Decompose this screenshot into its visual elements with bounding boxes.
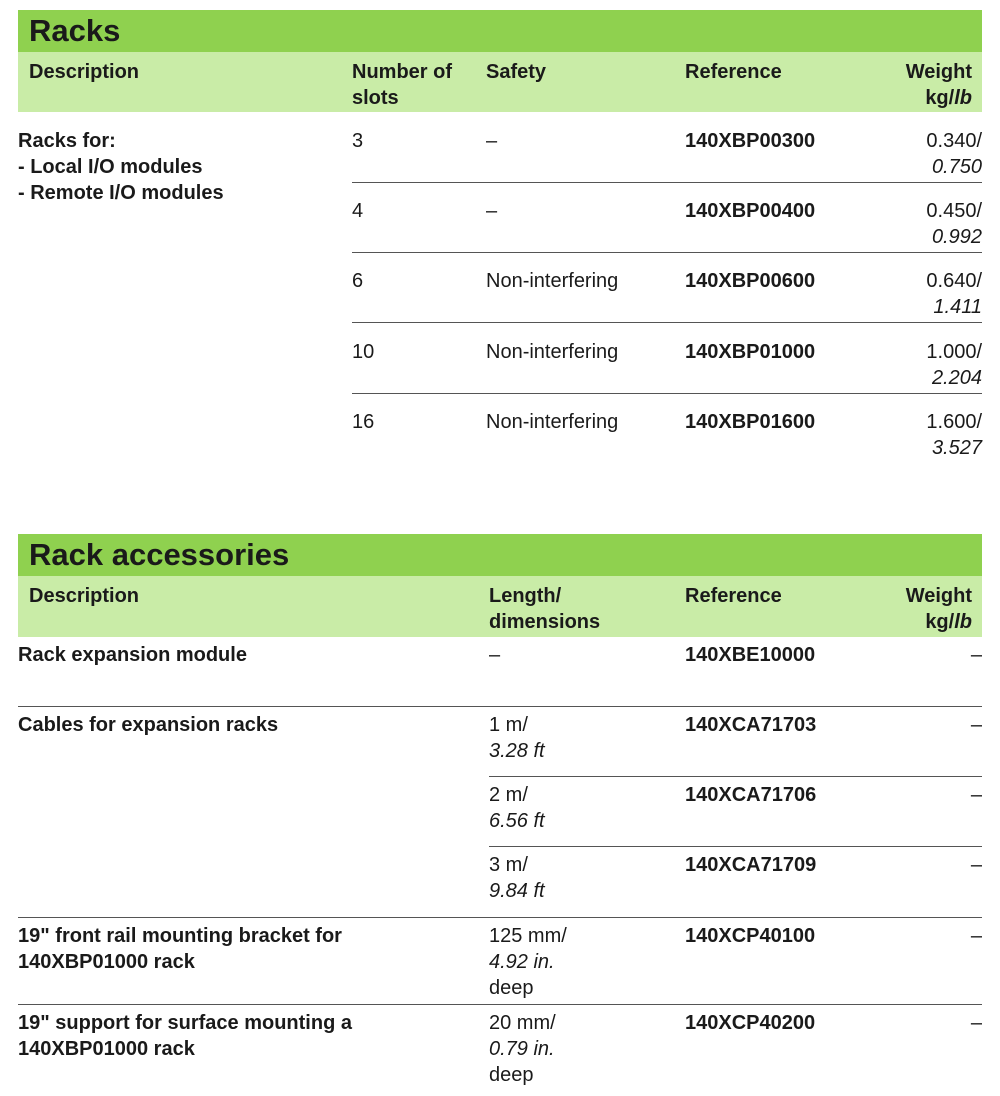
weight-lb: 3.527 [931,437,982,459]
row-divider [489,846,982,847]
reference-cell: 140XCA71709 [685,854,817,876]
reference-cell: 140XBP00300 [685,130,816,152]
slots-cell: 4 [352,200,364,222]
header-slots-line1: Number of [352,61,452,83]
weight-kg: 0.340/ [926,130,982,152]
weight-cell [926,409,982,461]
length-metric: 2 m/ [489,784,528,806]
length-metric: 1 m/ [489,714,528,736]
header-length-line1: Length/ [489,585,562,607]
row-divider [352,252,982,253]
length-imperial: 4.92 in. [489,951,555,973]
header-weight-unit: kg/lb [925,611,972,633]
description-line: 19" front rail mounting bracket for [18,925,342,947]
slots-cell: 6 [352,270,364,292]
row-divider [18,706,982,707]
header-description: Description [29,61,140,83]
header-weight-line1: Weight [905,585,972,607]
reference-cell: 140XBP01600 [685,411,816,433]
header-description: Description [29,585,140,607]
accessories-title: Rack accessories [18,534,982,576]
slots-cell: 16 [352,411,375,433]
weight-kg: 0.640/ [926,270,982,292]
weight-lb: 0.750 [931,156,982,178]
weight-kg: 0.450/ [926,200,982,222]
header-length-line2: dimensions [489,611,601,633]
reference-cell: 140XCA71703 [685,714,817,736]
safety-cell: Non-interfering [486,341,619,363]
row-divider [352,182,982,183]
slots-cell: 3 [352,130,364,152]
racks-title: Racks [18,10,982,52]
racks-description-line: - Local I/O modules [18,156,203,178]
weight-cell [926,128,982,180]
weight-kg: 1.000/ [926,341,982,363]
length-imperial: 6.56 ft [489,810,545,832]
safety-cell: Non-interfering [486,411,619,433]
racks-header-row [18,52,982,112]
reference-cell: 140XCA71706 [685,784,817,806]
description-line: 19" support for surface mounting a [18,1012,352,1034]
row-divider [352,393,982,394]
header-safety: Safety [486,61,547,83]
reference-cell: 140XBP01000 [685,341,816,363]
description-cell: Rack expansion module [18,644,247,666]
row-divider [18,1004,982,1005]
length-imperial: 3.28 ft [489,740,545,762]
length-imperial: 9.84 ft [489,880,545,902]
row-divider [489,776,982,777]
reference-cell: 140XCP40100 [685,925,816,947]
header-length [489,583,600,635]
length-cell [489,782,545,834]
length-cell [489,852,545,904]
racks-section [18,10,982,459]
weight-cell: – [970,644,982,666]
length-note: deep [489,977,534,999]
length-metric: 3 m/ [489,854,528,876]
weight-lb: 2.204 [931,367,982,389]
header-weight-unit: kg/lb [925,87,972,109]
description-cell [18,923,342,975]
length-metric: 125 mm/ [489,925,567,947]
weight-lb: 1.411 [933,296,982,318]
length-cell [489,1010,556,1088]
length-metric: 20 mm/ [489,1012,556,1034]
racks-description [18,128,338,206]
header-weight-line1: Weight [905,61,972,83]
row-divider [352,322,982,323]
weight-cell: – [970,714,982,736]
row-divider [18,917,982,918]
weight-lb: 0.992 [931,226,982,248]
header-weight [906,59,972,111]
description-line: 140XBP01000 rack [18,951,195,973]
length-imperial: 0.79 in. [489,1038,555,1060]
weight-cell [926,198,982,250]
weight-cell: – [970,925,982,947]
length-cell [489,712,545,764]
racks-description-line: Racks for: [18,130,116,152]
length-cell [489,923,567,1001]
length-note: deep [489,1064,534,1086]
header-reference: Reference [685,585,782,607]
weight-cell: – [970,784,982,806]
weight-cell [926,268,982,320]
reference-cell: 140XCP40200 [685,1012,816,1034]
safety-cell: Non-interfering [486,270,619,292]
header-reference: Reference [685,61,782,83]
accessories-section [18,534,982,1086]
slots-cell: 10 [352,341,375,363]
racks-description-line: - Remote I/O modules [18,182,224,204]
reference-cell: 140XBP00400 [685,200,816,222]
description-cell [18,1010,352,1062]
header-slots [352,59,452,111]
header-weight [906,583,972,635]
weight-kg: 1.600/ [926,411,982,433]
description-line: 140XBP01000 rack [18,1038,195,1060]
length-cell: – [489,644,501,666]
header-slots-line2: slots [352,87,399,109]
reference-cell: 140XBP00600 [685,270,816,292]
accessories-header-row [18,576,982,637]
reference-cell: 140XBE10000 [685,644,816,666]
weight-cell: – [970,854,982,876]
weight-cell [926,339,982,391]
description-cell: Cables for expansion racks [18,714,279,736]
weight-cell: – [970,1012,982,1034]
safety-cell: – [486,200,498,222]
safety-cell: – [486,130,498,152]
